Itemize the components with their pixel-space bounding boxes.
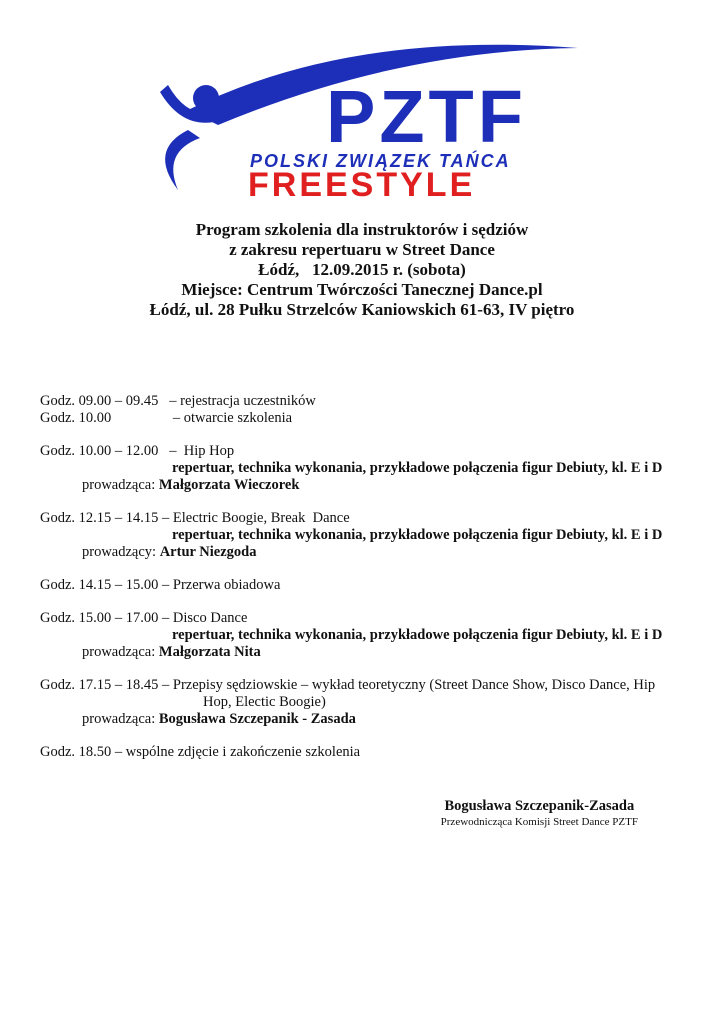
schedule-rules-continuation: Hop, Electic Boogie) — [203, 694, 326, 710]
heading-line-5: Łódź, ul. 28 Pułku Strzelców Kaniowskich 61-63, IV piętro — [149, 300, 575, 319]
schedule-registration: Godz. 09.00 – 09.45 – rejestracja uczestników — [40, 393, 316, 409]
lead-label: prowadząca: — [82, 644, 159, 660]
lead-label: prowadzący: — [82, 544, 160, 560]
pztf-logo — [148, 40, 588, 204]
lead-name: Bogusława Szczepanik - Zasada — [158, 711, 356, 727]
lead-label: prowadząca: — [82, 477, 159, 493]
schedule-hiphop-lead — [82, 477, 700, 494]
lead-name: Artur Niezgoda — [159, 544, 257, 560]
schedule-hiphop-detail: repertuar, technika wykonania, przykładowe połączenia figur Debiuty, kl. E i D — [172, 460, 663, 476]
document-heading — [0, 220, 724, 320]
signature-block — [441, 797, 638, 829]
schedule-disco-title: Godz. 15.00 – 17.00 – Disco Dance — [40, 610, 248, 626]
schedule-disco-lead — [82, 644, 700, 661]
heading-line-2: z zakresu repertuaru w Street Dance — [229, 240, 495, 259]
schedule-rules-lead — [82, 711, 700, 728]
lead-label: prowadząca: — [82, 711, 159, 727]
schedule-boogie-title: Godz. 12.15 – 14.15 – Electric Boogie, Break Dance — [40, 510, 350, 526]
heading-line-1: Program szkolenia dla instruktorów i sędziów — [195, 220, 529, 239]
heading-line-4: Miejsce: Centrum Twórczości Tanecznej Dance.pl — [181, 280, 543, 299]
lead-name: Małgorzata Nita — [158, 644, 261, 660]
schedule-hiphop-title: Godz. 10.00 – 12.00 – Hip Hop — [40, 443, 235, 459]
logo-freestyle: FREESTYLE — [248, 166, 476, 204]
logo-acronym: PZTF — [326, 75, 527, 158]
schedule — [40, 393, 700, 761]
schedule-break: Godz. 14.15 – 15.00 – Przerwa obiadowa — [40, 577, 281, 593]
signature-name: Bogusława Szczepanik-Zasada — [444, 798, 635, 814]
schedule-boogie-detail: repertuar, technika wykonania, przykładowe połączenia figur Debiuty, kl. E i D — [172, 527, 663, 543]
logo-subtitle: POLSKI ZWIĄZEK TAŃCA — [250, 151, 511, 171]
schedule-opening: Godz. 10.00 – otwarcie szkolenia — [40, 410, 293, 426]
schedule-disco-detail: repertuar, technika wykonania, przykładowe połączenia figur Debiuty, kl. E i D — [172, 627, 663, 643]
schedule-end: Godz. 18.50 – wspólne zdjęcie i zakończenie szkolenia — [40, 744, 361, 760]
lead-name: Małgorzata Wieczorek — [158, 477, 300, 493]
signature-role: Przewodnicząca Komisji Street Dance PZTF — [440, 816, 638, 828]
schedule-rules-title: Godz. 17.15 – 18.45 – Przepisy sędziowskie – wykład teoretyczny (Street Dance Show, Disco Dance, Hip — [40, 677, 656, 693]
heading-line-3: Łódź, 12.09.2015 r. (sobota) — [258, 260, 466, 279]
schedule-boogie-lead — [82, 544, 700, 561]
